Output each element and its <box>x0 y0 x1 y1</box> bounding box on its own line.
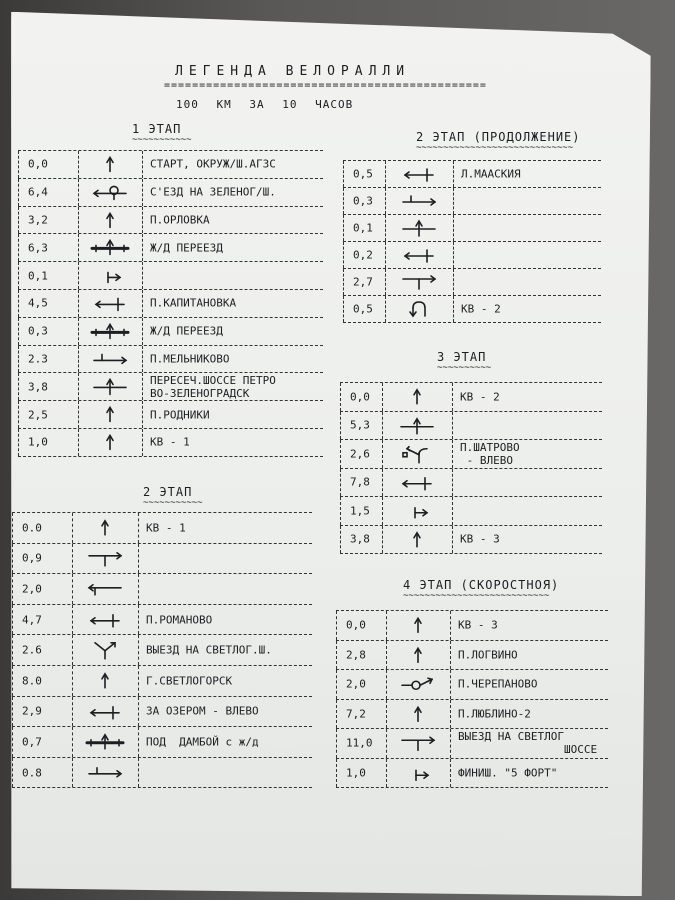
stage2cont-table <box>343 160 601 323</box>
column-divider <box>12 758 13 788</box>
railway-crossing-icon <box>90 234 130 261</box>
column-divider <box>78 234 79 261</box>
column-divider <box>450 611 451 640</box>
column-divider <box>450 759 451 788</box>
arrow-straight-icon <box>90 401 130 428</box>
column-divider <box>72 574 73 604</box>
distance-km: 3,2 <box>28 213 48 227</box>
table-row <box>336 728 608 758</box>
table-row <box>343 160 601 187</box>
column-divider <box>336 611 337 640</box>
column-divider <box>138 697 139 727</box>
distance-km: 8.0 <box>22 674 42 688</box>
title-separator: ============================================== <box>164 80 487 91</box>
stage1-title-text: 1 ЭТАП <box>132 122 182 136</box>
table-row <box>12 665 312 696</box>
crossroads-icon <box>397 412 437 440</box>
column-divider <box>12 544 13 574</box>
distance-km: 0,5 <box>353 302 373 316</box>
column-divider <box>340 526 341 554</box>
column-divider <box>450 700 451 729</box>
column-divider <box>385 296 386 322</box>
column-divider <box>12 605 13 635</box>
column-divider <box>452 412 453 440</box>
table-row <box>343 214 601 241</box>
column-divider <box>340 497 341 525</box>
table-bottom-border <box>343 322 601 323</box>
column-divider <box>18 290 19 317</box>
column-divider <box>453 161 454 187</box>
column-divider <box>12 513 13 543</box>
fork-right-icon <box>85 635 125 665</box>
table-row <box>336 758 608 788</box>
stage2cont-title-text: 2 ЭТАП (ПРОДОЛЖЕНИЕ) <box>416 130 581 144</box>
distance-km: 1,0 <box>346 766 366 780</box>
table-row <box>343 268 601 295</box>
table-row <box>340 496 602 525</box>
route-description: ПОД ДАМБОЙ с ж/д <box>146 735 259 749</box>
distance-km: 0,2 <box>353 248 373 262</box>
distance-km: 0.0 <box>22 521 42 535</box>
route-description: П.ЧЕРЕПАНОВО <box>458 677 538 691</box>
column-divider <box>12 727 13 757</box>
column-divider <box>453 215 454 241</box>
stage3-title <box>437 350 491 372</box>
stage2-table <box>12 512 312 788</box>
column-divider <box>18 262 19 289</box>
column-divider <box>12 635 13 665</box>
column-divider <box>78 429 79 456</box>
column-divider <box>18 429 19 456</box>
column-divider <box>78 346 79 373</box>
arrow-straight-icon <box>90 429 130 456</box>
route-description: П.КАПИТАНОВКА <box>150 296 237 310</box>
distance-km: 2,5 <box>28 408 48 422</box>
table-row <box>18 178 323 206</box>
route-description: ВЫЕЗД НА СВЕТЛОГ ШОССЕ <box>458 730 598 757</box>
stage3-title-text: 3 ЭТАП <box>437 350 487 364</box>
table-row <box>18 428 323 456</box>
column-divider <box>343 296 344 322</box>
right-arrow-icon <box>90 346 130 373</box>
turn-right-icon <box>397 497 437 525</box>
u-turn-icon <box>399 296 439 322</box>
column-divider <box>142 373 143 400</box>
distance-km: 4,5 <box>28 296 48 310</box>
column-divider <box>336 700 337 729</box>
column-divider <box>78 207 79 234</box>
column-divider <box>453 188 454 214</box>
distance-km: 2,6 <box>350 447 370 461</box>
distance-km: 0,0 <box>28 157 48 171</box>
route-description: П.ЛЮБЛИНО-2 <box>458 707 531 721</box>
stage4-underline: ~~~~~~~~~~~~~~~~~~~~~~~~~~~ <box>403 591 550 601</box>
distance-km: 7,2 <box>346 707 366 721</box>
table-row <box>336 610 608 640</box>
turn-left-icon <box>397 469 437 497</box>
turn-left-icon <box>85 605 125 635</box>
column-divider <box>78 262 79 289</box>
distance-km: 2,0 <box>22 582 42 596</box>
route-description: СТАРТ, ОКРУЖ/Ш.АГЗС <box>150 157 276 171</box>
table-row <box>12 696 312 727</box>
arrow-straight-icon <box>85 513 125 543</box>
table-row <box>18 233 323 261</box>
column-divider <box>452 526 453 554</box>
column-divider <box>450 641 451 670</box>
column-divider <box>336 729 337 758</box>
distance-km: 2,8 <box>346 648 366 662</box>
arrow-straight-icon <box>398 641 438 670</box>
route-description: Ж/Д ПЕРЕЕЗД <box>150 241 223 255</box>
column-divider <box>138 544 139 574</box>
column-divider <box>142 346 143 373</box>
t-junction-right-icon <box>85 544 125 574</box>
railway-crossing-icon <box>90 318 130 345</box>
column-divider <box>450 729 451 758</box>
column-divider <box>453 242 454 268</box>
exit-left-icon <box>90 179 130 206</box>
column-divider <box>452 469 453 497</box>
distance-km: 3,8 <box>28 380 48 394</box>
column-divider <box>138 758 139 788</box>
column-divider <box>78 401 79 428</box>
column-divider <box>343 242 344 268</box>
column-divider <box>385 242 386 268</box>
column-divider <box>343 161 344 187</box>
column-divider <box>142 151 143 178</box>
arrow-straight-icon <box>397 383 437 411</box>
table-row <box>340 468 602 497</box>
table-row <box>336 640 608 670</box>
column-divider <box>340 383 341 411</box>
distance-km: 2.6 <box>22 643 42 657</box>
column-divider <box>142 290 143 317</box>
column-divider <box>382 383 383 411</box>
distance-km: 6,4 <box>28 185 48 199</box>
table-row <box>340 411 602 440</box>
column-divider <box>138 513 139 543</box>
table-row <box>18 400 323 428</box>
turn-left-icon <box>85 697 125 727</box>
distance-km: 2.3 <box>28 352 48 366</box>
table-row <box>18 150 323 178</box>
turn-right-icon <box>90 262 130 289</box>
column-divider <box>12 697 13 727</box>
column-divider <box>138 635 139 665</box>
distance-km: 7,8 <box>350 475 370 489</box>
route-description: ПЕРЕСЕЧ.ШОССЕ ПЕТРО ВО-ЗЕЛЕНОГРАДСК <box>150 373 276 400</box>
table-row <box>18 289 323 317</box>
right-arrow-icon <box>399 188 439 214</box>
route-description: Г.СВЕТЛОГОРСК <box>146 674 233 688</box>
distance-km: 2,7 <box>353 275 373 289</box>
table-row <box>336 669 608 699</box>
table-row <box>12 512 312 543</box>
fork-left-icon <box>397 440 437 468</box>
t-junction-right-icon <box>399 269 439 295</box>
distance-km: 6,3 <box>28 241 48 255</box>
turn-left-icon <box>90 290 130 317</box>
column-divider <box>78 151 79 178</box>
column-divider <box>18 207 19 234</box>
column-divider <box>78 318 79 345</box>
route-description: КВ - 3 <box>458 618 498 632</box>
column-divider <box>72 727 73 757</box>
column-divider <box>450 670 451 699</box>
column-divider <box>343 215 344 241</box>
page-title: ЛЕГЕНДА ВЕЛОРАЛЛИ <box>175 64 411 79</box>
column-divider <box>142 318 143 345</box>
table-row <box>340 382 602 411</box>
column-divider <box>386 759 387 788</box>
column-divider <box>453 269 454 295</box>
distance-km: 3,8 <box>350 532 370 546</box>
route-description: П.ОРЛОВКА <box>150 213 210 227</box>
arrow-straight-icon <box>90 207 130 234</box>
column-divider <box>72 758 73 788</box>
column-divider <box>340 440 341 468</box>
column-divider <box>452 497 453 525</box>
column-divider <box>142 234 143 261</box>
column-divider <box>72 697 73 727</box>
route-description: КВ - 1 <box>146 521 186 535</box>
crossroads-icon <box>399 215 439 241</box>
column-divider <box>78 290 79 317</box>
table-row <box>340 439 602 468</box>
stage2cont-underline: ~~~~~~~~~~~~~~~~~~~~~~~~~~~~~ <box>416 143 574 153</box>
column-divider <box>72 544 73 574</box>
stage4-table <box>336 610 608 788</box>
column-divider <box>142 207 143 234</box>
column-divider <box>386 611 387 640</box>
route-description: КВ - 2 <box>460 390 500 404</box>
table-bottom-border <box>340 553 602 554</box>
column-divider <box>382 497 383 525</box>
column-divider <box>336 670 337 699</box>
table-row <box>12 726 312 757</box>
table-row <box>18 206 323 234</box>
column-divider <box>138 605 139 635</box>
column-divider <box>336 759 337 788</box>
route-description: ФИНИШ. "5 ФОРТ" <box>458 766 558 780</box>
turn-left-icon <box>399 242 439 268</box>
column-divider <box>138 727 139 757</box>
table-row <box>343 295 601 322</box>
route-description: КВ - 1 <box>150 435 190 449</box>
stage2cont-title <box>416 130 581 152</box>
column-divider <box>18 346 19 373</box>
t-junction-right-icon <box>398 729 438 758</box>
column-divider <box>72 605 73 635</box>
table-row <box>18 261 323 289</box>
table-bottom-border <box>336 787 608 788</box>
arrow-straight-icon <box>397 526 437 554</box>
route-description: П.ЛОГВИНО <box>458 648 518 662</box>
distance-km: 4,7 <box>22 613 42 627</box>
column-divider <box>78 373 79 400</box>
column-divider <box>18 401 19 428</box>
table-row <box>340 525 602 554</box>
column-divider <box>138 574 139 604</box>
column-divider <box>385 269 386 295</box>
stage4-title-text: 4 ЭТАП (СКОРОСТНОЯ) <box>403 578 560 592</box>
route-description: КВ - 2 <box>461 302 501 316</box>
distance-km: 0,1 <box>28 269 48 283</box>
distance-km: 0.8 <box>22 766 42 780</box>
stage1-underline: ~~~~~~~~~~~ <box>132 135 192 145</box>
distance-km: 2,0 <box>346 677 366 691</box>
stage1-title <box>132 122 192 144</box>
column-divider <box>386 729 387 758</box>
route-description: КВ - 3 <box>460 532 500 546</box>
column-divider <box>343 269 344 295</box>
column-divider <box>452 440 453 468</box>
arrow-straight-icon <box>85 666 125 696</box>
column-divider <box>385 161 386 187</box>
column-divider <box>72 513 73 543</box>
arrow-straight-icon <box>398 611 438 640</box>
table-row <box>12 573 312 604</box>
column-divider <box>72 635 73 665</box>
column-divider <box>336 641 337 670</box>
column-divider <box>142 429 143 456</box>
column-divider <box>340 469 341 497</box>
table-bottom-border <box>18 456 323 457</box>
column-divider <box>18 234 19 261</box>
column-divider <box>18 373 19 400</box>
route-description: П.МЕЛЬНИКОВО <box>150 352 230 366</box>
column-divider <box>18 318 19 345</box>
crossroads-icon <box>90 373 130 400</box>
stage1-table <box>18 150 323 457</box>
column-divider <box>18 179 19 206</box>
page-subtitle: 100 КМ ЗА 10 ЧАСОВ <box>176 98 354 111</box>
table-row <box>12 757 312 788</box>
column-divider <box>12 574 13 604</box>
distance-km: 11,0 <box>346 736 373 750</box>
column-divider <box>72 666 73 696</box>
column-divider <box>385 215 386 241</box>
column-divider <box>386 670 387 699</box>
route-description: ВЫЕЗД НА СВЕТЛОГ.Ш. <box>146 643 272 657</box>
distance-km: 0,0 <box>346 618 366 632</box>
column-divider <box>386 700 387 729</box>
column-divider <box>340 412 341 440</box>
distance-km: 5,3 <box>350 418 370 432</box>
table-row <box>12 604 312 635</box>
column-divider <box>343 188 344 214</box>
distance-km: 0,1 <box>353 221 373 235</box>
table-row <box>12 543 312 574</box>
stage2-title <box>143 485 203 507</box>
stage3-table <box>340 382 602 554</box>
arrow-straight-icon <box>90 151 130 178</box>
route-description: ЗА ОЗЕРОМ - ВЛЕВО <box>146 704 259 718</box>
column-divider <box>18 151 19 178</box>
stage4-title <box>403 578 559 600</box>
column-divider <box>142 262 143 289</box>
route-description: П.РОМАНОВО <box>146 613 213 627</box>
route-description: С'ЕЗД НА ЗЕЛЕНОГ/Ш. <box>150 185 276 199</box>
column-divider <box>382 440 383 468</box>
distance-km: 0,3 <box>28 324 48 338</box>
route-description: П.РОДНИКИ <box>150 408 210 422</box>
table-row <box>343 241 601 268</box>
table-bottom-border <box>12 787 312 788</box>
distance-km: 1,0 <box>28 435 48 449</box>
right-arrow-icon <box>85 758 125 788</box>
distance-km: 0,0 <box>350 390 370 404</box>
table-row <box>336 699 608 729</box>
column-divider <box>78 179 79 206</box>
stage2-title-text: 2 ЭТАП <box>143 485 193 499</box>
turn-right-icon <box>398 759 438 788</box>
table-row <box>18 317 323 345</box>
column-divider <box>385 188 386 214</box>
distance-km: 2,9 <box>22 704 42 718</box>
column-divider <box>386 641 387 670</box>
route-description: Л.МААСКИЯ <box>461 167 521 181</box>
distance-km: 1,5 <box>350 504 370 518</box>
column-divider <box>382 412 383 440</box>
table-row <box>18 372 323 400</box>
column-divider <box>382 469 383 497</box>
stage2-underline: ~~~~~~~~~~~ <box>143 498 203 508</box>
column-divider <box>453 296 454 322</box>
table-row <box>12 634 312 665</box>
arrow-straight-icon <box>398 700 438 729</box>
distance-km: 0,7 <box>22 735 42 749</box>
column-divider <box>382 526 383 554</box>
column-divider <box>12 666 13 696</box>
table-row <box>343 187 601 214</box>
column-divider <box>452 383 453 411</box>
roundabout-icon <box>398 670 438 699</box>
route-description: П.ШАТРОВО - ВЛЕВО <box>460 440 520 467</box>
distance-km: 0,5 <box>353 167 373 181</box>
column-divider <box>142 179 143 206</box>
turn-left-icon <box>399 161 439 187</box>
route-description: Ж/Д ПЕРЕЕЗД <box>150 324 223 338</box>
column-divider <box>138 666 139 696</box>
distance-km: 0,9 <box>22 551 42 565</box>
distance-km: 0,3 <box>353 194 373 208</box>
stage3-underline: ~~~~~~~~~~ <box>437 363 492 373</box>
t-junction-left-icon <box>85 574 125 604</box>
table-row <box>18 345 323 373</box>
railway-crossing-icon <box>85 727 125 757</box>
column-divider <box>142 401 143 428</box>
